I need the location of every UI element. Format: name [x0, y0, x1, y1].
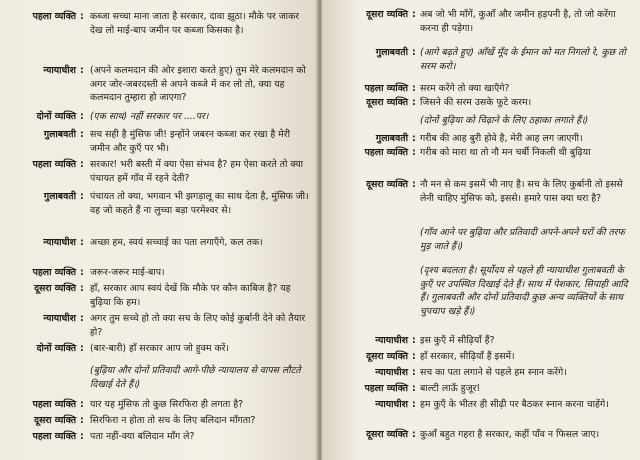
- right-page: [322, 0, 640, 460]
- speaker-name: पहला व्यक्ति: [32, 431, 76, 442]
- dialogue-line: [4, 414, 312, 430]
- colon-separator: :: [80, 65, 84, 76]
- dialogue-text: नौ मन से कम इसमें भी नाए है। सच के लिए कुर्बानी तो इससे लेनी चाहिए मुंसिफ को, इससे। हमारे पास क्या धरा है?: [420, 179, 623, 204]
- colon-separator: :: [80, 11, 84, 22]
- dialogue-line: [4, 128, 312, 156]
- dialogue-text: यार यह मुंसिफ तो कुछ सिरफिरा ही लगता है?: [90, 399, 244, 410]
- speaker-name: दूसरा व्यक्ति: [366, 351, 408, 362]
- colon-separator: :: [80, 237, 84, 248]
- colon-separator: :: [80, 415, 84, 426]
- dialogue-line: [4, 110, 312, 126]
- dialogue-text: सच का पता लगाने से पहले हम स्नान करेंगे।: [420, 367, 567, 378]
- dialogue-line: [4, 266, 312, 282]
- speaker-name: दूसरा व्यक्ति: [366, 429, 408, 440]
- speaker-name: न्यायाधीश: [375, 335, 408, 346]
- colon-separator: :: [80, 313, 84, 324]
- speaker-name: पहला व्यक्ति: [32, 11, 76, 22]
- dialogue-text: गरीब को मारा था तो नौ मन चर्बी निकली थी बुढ़िया: [420, 147, 591, 158]
- stage-direction: [322, 226, 634, 254]
- colon-separator: :: [80, 399, 84, 410]
- speaker-name: न्यायाधीश: [375, 399, 408, 410]
- stage-direction: [322, 264, 634, 334]
- speaker-name: गुलाबवती: [43, 129, 76, 140]
- speaker-name: न्यायाधीश: [43, 237, 76, 248]
- dialogue-line: [4, 342, 312, 358]
- dialogue-line: [322, 146, 634, 174]
- dialogue-text: अच्छा हम, स्वयं सच्चाई का पता लगाएँगे, कल तक।: [90, 237, 263, 248]
- speaker-name: दूसरा व्यक्ति: [366, 9, 408, 20]
- speaker-name: पहला व्यक्ति: [364, 147, 408, 158]
- speaker-name: दोनों व्यक्ति: [36, 343, 76, 354]
- colon-separator: :: [412, 383, 416, 394]
- left-page: [0, 0, 318, 460]
- dialogue-line: [322, 382, 634, 398]
- speaker-name: दूसरा व्यक्ति: [34, 415, 76, 426]
- dialogue-text: कब्जा सच्चा माना जाता है सरकार, दावा झूठा। मौके पर जाकर देख लो माई-बाप जमीन पर कब्जा किसका है।: [90, 11, 300, 36]
- speaker-name: पहला व्यक्ति: [32, 399, 76, 410]
- speaker-name: पहला व्यक्ति: [364, 83, 408, 94]
- stage-direction-text: (गाँव आने पर बुढ़िया और प्रतिवादी अपने-अपने घरों की तरफ मुड़ जाते हैं।): [420, 227, 625, 252]
- stage-direction-text: (बुढ़िया और दोनों प्रतिवादी आगे-पीछे न्यायालय से वापस लौटते दिखाई देते हैं।): [90, 365, 301, 390]
- colon-separator: :: [412, 47, 416, 58]
- colon-separator: :: [412, 399, 416, 410]
- speaker-name: पहला व्यक्ति: [32, 267, 76, 278]
- dialogue-line: [322, 334, 634, 350]
- dialogue-text: (एक साथ) नहीं सरकार पर ....पर।: [90, 111, 209, 122]
- dialogue-line: [4, 282, 312, 310]
- dialogue-line: [322, 8, 634, 36]
- speaker-name: न्यायाधीश: [43, 313, 76, 324]
- dialogue-text: कुआँ बहुत गहरा है सरकार, कहीं पाँव न फिसल जाए।: [420, 429, 600, 440]
- stage-direction-text: (दोनों बुढ़िया को चिढ़ाने के लिए ठहाका लगाते हैं।): [420, 115, 589, 126]
- colon-separator: :: [412, 335, 416, 346]
- colon-separator: :: [412, 147, 416, 158]
- dialogue-line: [4, 64, 312, 108]
- dialogue-line: [4, 10, 312, 54]
- dialogue-line: [4, 312, 312, 340]
- dialogue-text: (अपने कलमदान की ओर इशारा करते हुए) तुम मेरे कलमदान को अगर जोर-जबरदस्ती से अपने कब्जे में कर लो तो, क्या यह कलमदान तुम्हारा हो जाएगा?: [90, 65, 306, 104]
- colon-separator: :: [80, 191, 84, 202]
- dialogue-text: बाल्टी लाऊँ हुजूर!: [420, 383, 481, 394]
- colon-separator: :: [412, 97, 416, 108]
- dialogue-text: जरूर-जरूर माई-बाप।: [90, 267, 165, 278]
- speaker-name: दूसरा व्यक्ति: [366, 179, 408, 190]
- colon-separator: :: [80, 111, 84, 122]
- colon-separator: :: [80, 431, 84, 442]
- colon-separator: :: [80, 267, 84, 278]
- dialogue-text: सरम करेंगे तो क्या खाएँगे?: [420, 83, 510, 94]
- colon-separator: :: [412, 429, 416, 440]
- dialogue-text: हाँ, सरकार आप स्वयं देखें कि मौके पर कौन काबिज है? यह बुढ़िया कि हम।: [90, 283, 291, 308]
- dialogue-line: [4, 158, 312, 186]
- dialogue-line: [322, 398, 634, 426]
- dialogue-text: सच सही है मुंसिफ जी! इन्होंने जबरन कब्जा कर रखा है मेरी जमीन और कुएँ पर भी।: [90, 129, 290, 154]
- dialogue-text: पता नहीं-क्या बलिदान माँग ले?: [90, 431, 195, 442]
- speaker-name: न्यायाधीश: [375, 367, 408, 378]
- colon-separator: :: [412, 351, 416, 362]
- colon-separator: :: [412, 9, 416, 20]
- speaker-name: पहला व्यक्ति: [364, 383, 408, 394]
- colon-separator: :: [80, 159, 84, 170]
- stage-direction-text: (दृश्य बदलता है। सूर्योदय से पहले ही न्यायाधीश गुलाबवती के कुएँ पर उपस्थित दिखाई देते हैं। साथ में पेशकार, सिपाही आदि हैं। गुलाबवती और दोनों प्रतिवादी कुछ अन्य व्यक्तियों के साथ चुपचाप खड़े हैं।): [420, 265, 628, 317]
- dialogue-text: पंचायत तो क्या, भगवान भी झगड़ालू का साथ देता है, मुंसिफ जी। वह जो कहते हैं ना लुच्चा बड़ा परमेश्वर से।: [90, 191, 309, 216]
- colon-separator: :: [412, 83, 416, 94]
- colon-separator: :: [412, 133, 416, 144]
- speaker-name: दूसरा व्यक्ति: [34, 283, 76, 294]
- speaker-name: गुलाबवती: [375, 47, 408, 58]
- dialogue-line: [322, 46, 634, 74]
- dialogue-text: इस कुएँ में सीढ़ियाँ हैं?: [420, 335, 495, 346]
- dialogue-text: हम कुएँ के भीतर ही सीढ़ी पर बैठकर स्नान करना चाहेंगे।: [420, 399, 609, 410]
- stage-direction: [4, 364, 312, 392]
- speaker-name: गुलाबवती: [375, 133, 408, 144]
- speaker-name: दोनों व्यक्ति: [36, 111, 76, 122]
- dialogue-line: [4, 398, 312, 414]
- colon-separator: :: [80, 343, 84, 354]
- dialogue-line: [322, 428, 634, 456]
- dialogue-text: अगर तुम सच्चे हो तो क्या सच के लिए कोई कुर्बानी देने को तैयार हो?: [90, 313, 306, 338]
- dialogue-text: हाँ सरकार, सीढ़ियाँ हैं इसमें।: [420, 351, 515, 362]
- dialogue-line: [4, 190, 312, 234]
- dialogue-text: अब जो भी माँगें, कुआँ और जमीन हड़पनी है, तो जो करेंगा करना ही पड़ेगा।: [420, 9, 616, 34]
- speaker-name: न्यायाधीश: [43, 65, 76, 76]
- dialogue-line: [4, 430, 312, 446]
- colon-separator: :: [412, 367, 416, 378]
- colon-separator: :: [80, 283, 84, 294]
- speaker-name: पहला व्यक्ति: [32, 159, 76, 170]
- dialogue-text: सिरफिरा न होता तो सच के लिए बलिदान माँगता?: [90, 415, 256, 426]
- dialogue-line: [322, 178, 634, 222]
- speaker-name: गुलाबवती: [43, 191, 76, 202]
- speaker-name: दूसरा व्यक्ति: [366, 97, 408, 108]
- dialogue-text: गरीब की आह बुरी होवे है, मेरी आह लग जाएगी।: [420, 133, 583, 144]
- dialogue-text: (बार-बारी) हाँ सरकार आप जो हुक्म करें।: [90, 343, 229, 354]
- colon-separator: :: [80, 129, 84, 140]
- dialogue-line: [4, 236, 312, 264]
- dialogue-line: [322, 96, 634, 112]
- dialogue-text: जिसने की सरम उसके फूटे करम।: [420, 97, 532, 108]
- stage-direction: [322, 114, 634, 130]
- dialogue-text: सरकार! भरी बस्ती में क्या ऐसा संभव है? हम ऐसा करते तो क्या पंचायत हमें गाँव में रहने देती?: [90, 159, 304, 184]
- dialogue-line: [322, 366, 634, 382]
- colon-separator: :: [412, 179, 416, 190]
- dialogue-line: [322, 350, 634, 366]
- dialogue-text: (आगे बढ़ते हुए) आँखें मूँद के ईमान को मत निगलो रे, कुछ तो सरम करो।: [420, 47, 626, 72]
